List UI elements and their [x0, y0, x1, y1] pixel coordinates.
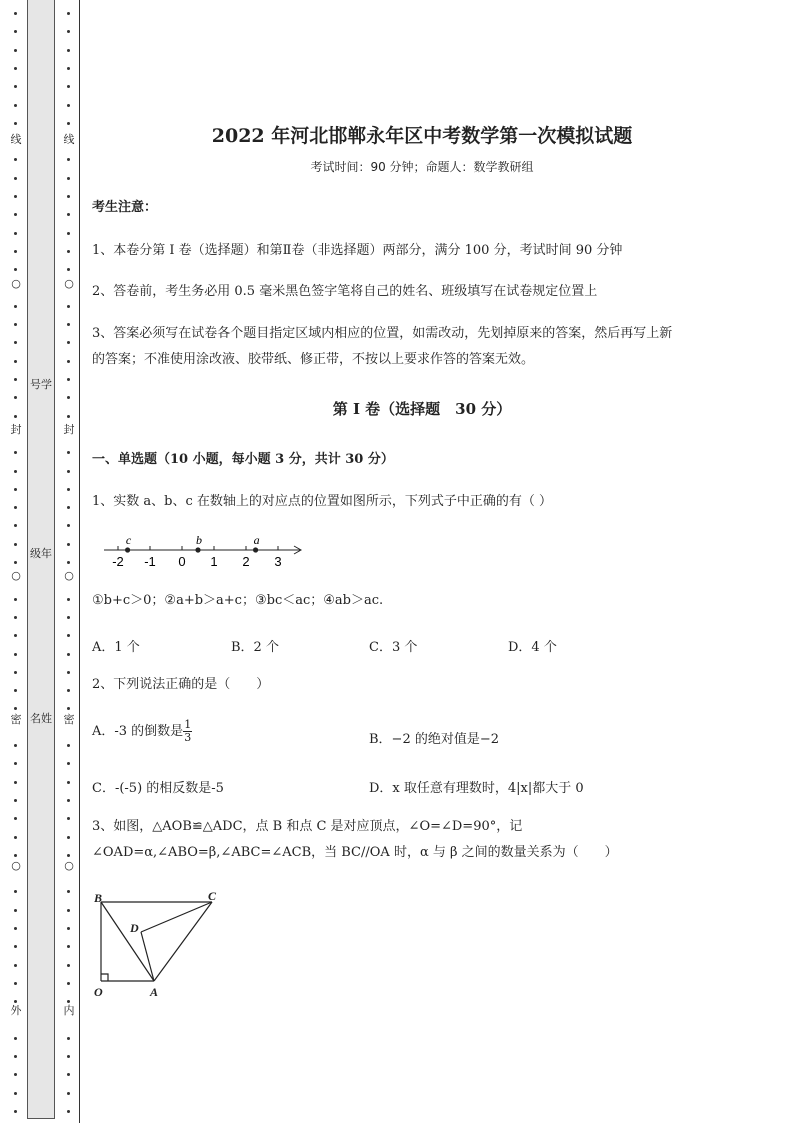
left-binding-mark: ○: [11, 277, 21, 290]
right-dot: [67, 49, 70, 52]
left-dot: [14, 964, 17, 967]
label-D: D: [130, 921, 139, 935]
part-heading: 一、单选题（10 小题，每小题 3 分，共计 30 分）: [92, 452, 394, 467]
left-dot: [14, 982, 17, 985]
left-dot: [14, 158, 17, 161]
number-line-point-label: b: [196, 533, 202, 547]
number-line-point-a: [253, 547, 258, 552]
number-line-tick-label: 3: [274, 554, 282, 569]
q2-option-b[interactable]: B．−2 的绝对值是−2: [369, 732, 500, 747]
right-dot: [67, 451, 70, 454]
left-dot: [14, 744, 17, 747]
right-dot: [67, 616, 70, 619]
notice-item-2: 2、答卷前，考生务必用 0.5 毫米黑色签字笔将自己的姓名、班级填写在试卷规定位置上: [92, 284, 598, 299]
fraction-denominator: 3: [184, 731, 192, 744]
number-line-point-label: c: [125, 533, 132, 547]
segment-DA: [141, 932, 154, 981]
right-dot: [67, 104, 70, 107]
left-dot: [14, 909, 17, 912]
left-dot: [14, 653, 17, 656]
right-dot: [67, 964, 70, 967]
binding-margin: [0, 0, 82, 1123]
right-dot: [67, 524, 70, 527]
question-3-line-2: ∠OAD=α,∠ABO=β,∠ABC=∠ACB，当 BC//OA 时，α 与 β 之间的数量关系为（ ）: [92, 845, 618, 860]
left-dot: [14, 12, 17, 15]
left-dot: [14, 360, 17, 363]
right-dot: [67, 927, 70, 930]
q1-option-d[interactable]: D．4 个: [508, 640, 557, 655]
right-dot: [67, 909, 70, 912]
left-dotted-line: [10, 0, 22, 1123]
number-line-figure: [102, 530, 322, 572]
left-dot: [14, 1073, 17, 1076]
left-dot: [14, 781, 17, 784]
student-info-strip: [27, 0, 55, 1119]
left-binding-mark: ○: [11, 569, 21, 582]
right-dot: [67, 598, 70, 601]
q2-option-c[interactable]: C．-(-5) 的相反数是-5: [92, 781, 224, 796]
left-dot: [14, 598, 17, 601]
right-dot: [67, 836, 70, 839]
right-dot: [67, 341, 70, 344]
number-line-tick-label: -2: [112, 554, 124, 569]
label-C: C: [208, 889, 217, 903]
left-dot: [14, 378, 17, 381]
right-dot: [67, 854, 70, 857]
right-binding-mark: 封: [63, 423, 75, 436]
right-binding-mark: 线: [63, 133, 75, 146]
right-binding-mark: 内: [63, 1004, 75, 1017]
right-dot: [67, 561, 70, 564]
right-binding-mark: ○: [64, 277, 74, 290]
left-dot: [14, 524, 17, 527]
left-dot: [14, 415, 17, 418]
right-dot: [67, 762, 70, 765]
right-dot: [67, 177, 70, 180]
right-dot: [67, 30, 70, 33]
question-1-statements: ①b+c＞0；②a+b＞a+c；③bc＜ac；④ab＞ac.: [92, 593, 384, 608]
exam-info: 考试时间：90 分钟；命题人：数学教研组: [310, 160, 534, 174]
left-binding-mark: 线: [10, 133, 22, 146]
left-dot: [14, 506, 17, 509]
left-dot: [14, 49, 17, 52]
left-dot: [14, 561, 17, 564]
left-dot: [14, 854, 17, 857]
right-dot: [67, 707, 70, 710]
right-dot: [67, 67, 70, 70]
right-dot: [67, 323, 70, 326]
q2-option-a[interactable]: [92, 719, 192, 744]
right-dot: [67, 1110, 70, 1113]
right-dot: [67, 817, 70, 820]
right-dot: [67, 378, 70, 381]
right-dot: [67, 396, 70, 399]
left-dot: [14, 945, 17, 948]
right-dot: [67, 653, 70, 656]
segment-BA: [101, 902, 154, 981]
page-title: 2022 年河北邯郸永年区中考数学第一次模拟试题: [211, 125, 633, 147]
right-dot: [67, 1037, 70, 1040]
right-dot: [67, 213, 70, 216]
q1-option-c[interactable]: C．3 个: [369, 640, 418, 655]
number-line-tick-label: 0: [178, 554, 186, 569]
triangle-figure: [94, 888, 224, 1000]
right-dot: [67, 12, 70, 15]
right-dot: [67, 1073, 70, 1076]
right-dot: [67, 232, 70, 235]
label-O: O: [94, 985, 103, 999]
left-dot: [14, 323, 17, 326]
right-binding-mark: ○: [64, 569, 74, 582]
right-dot: [67, 671, 70, 674]
field-exam-number: 号学: [30, 378, 52, 391]
notice-item-3: 3、答案必须写在试卷各个题目指定区域内相应的位置，如需改动，先划掉原来的答案，然后再写上新: [92, 326, 673, 341]
left-dot: [14, 616, 17, 619]
question-1-stem: 1、实数 a、b、c 在数轴上的对应点的位置如图所示，下列式子中正确的有（ ）: [92, 494, 553, 509]
right-dot: [67, 634, 70, 637]
right-dot: [67, 506, 70, 509]
left-dot: [14, 927, 17, 930]
number-line-tick-label: 1: [210, 554, 218, 569]
right-dot: [67, 470, 70, 473]
left-dot: [14, 890, 17, 893]
left-dot: [14, 341, 17, 344]
fraction-numerator: 1: [184, 718, 192, 731]
left-dot: [14, 213, 17, 216]
right-binding-mark: 密: [63, 713, 75, 726]
right-dot: [67, 250, 70, 253]
q2-option-a-text: A．-3 的倒数是: [92, 724, 184, 739]
notice-item-1: 1、本卷分第 I 卷（选择题）和第Ⅱ卷（非选择题）两部分，满分 100 分，考试时间 90 分钟: [92, 243, 623, 258]
right-dot: [67, 543, 70, 546]
left-dot: [14, 104, 17, 107]
left-dot: [14, 671, 17, 674]
left-dot: [14, 1055, 17, 1058]
right-dot: [67, 890, 70, 893]
number-line-tick-label: -1: [144, 554, 156, 569]
right-dot: [67, 744, 70, 747]
right-dot: [67, 1000, 70, 1003]
right-dot: [67, 1055, 70, 1058]
left-dot: [14, 305, 17, 308]
left-dot: [14, 634, 17, 637]
section-title: 第 I 卷（选择题 30 分）: [332, 400, 512, 418]
left-dot: [14, 67, 17, 70]
left-dot: [14, 817, 17, 820]
left-binding-mark: 密: [10, 713, 22, 726]
right-dot: [67, 689, 70, 692]
label-B: B: [94, 891, 103, 905]
right-binding-mark: ○: [64, 859, 74, 872]
right-dot: [67, 360, 70, 363]
q2-option-d[interactable]: D．x 取任意有理数时，4|x|都大于 0: [369, 781, 584, 796]
right-dot: [67, 85, 70, 88]
q1-option-a[interactable]: A．1 个: [92, 640, 140, 655]
left-dot: [14, 762, 17, 765]
left-dot: [14, 836, 17, 839]
right-dot: [67, 122, 70, 125]
right-dot: [67, 799, 70, 802]
q1-option-b[interactable]: B．2 个: [231, 640, 279, 655]
left-dot: [14, 396, 17, 399]
left-dot: [14, 470, 17, 473]
right-dot: [67, 415, 70, 418]
left-dot: [14, 707, 17, 710]
label-A: A: [150, 985, 159, 999]
number-line-tick-label: 2: [242, 554, 250, 569]
left-dot: [14, 488, 17, 491]
field-class: 级年: [30, 547, 52, 560]
right-dot: [67, 945, 70, 948]
left-dot: [14, 543, 17, 546]
left-binding-mark: 封: [10, 423, 22, 436]
left-dot: [14, 799, 17, 802]
left-dot: [14, 30, 17, 33]
right-angle-mark: [101, 974, 108, 981]
left-dot: [14, 177, 17, 180]
left-binding-mark: 外: [10, 1004, 22, 1017]
number-line-point-c: [125, 547, 130, 552]
right-dot: [67, 158, 70, 161]
right-dot: [67, 781, 70, 784]
question-3-line-1: 3、如图，△AOB≌△ADC，点 B 和点 C 是对应顶点，∠O=∠D=90°，记: [92, 819, 523, 834]
left-dot: [14, 268, 17, 271]
right-dot: [67, 982, 70, 985]
left-dot: [14, 122, 17, 125]
left-binding-mark: ○: [11, 859, 21, 872]
left-dot: [14, 1037, 17, 1040]
notice-item-3-cont: 的答案；不准使用涂改液、胶带纸、修正带，不按以上要求作答的答案无效。: [92, 352, 535, 367]
number-line-point-label: a: [253, 533, 260, 547]
left-dot: [14, 250, 17, 253]
right-dot: [67, 195, 70, 198]
left-dot: [14, 1110, 17, 1113]
left-dot: [14, 85, 17, 88]
left-dot: [14, 451, 17, 454]
notice-heading: 考生注意：: [92, 200, 158, 215]
margin-rule: [79, 0, 80, 1123]
number-line-point-b: [195, 547, 200, 552]
left-dot: [14, 1000, 17, 1003]
right-dot: [67, 305, 70, 308]
left-dot: [14, 689, 17, 692]
right-dotted-line: [63, 0, 75, 1123]
left-dot: [14, 232, 17, 235]
right-dot: [67, 268, 70, 271]
right-dot: [67, 1092, 70, 1095]
left-dot: [14, 195, 17, 198]
question-2-stem: 2、下列说法正确的是（ ）: [92, 677, 270, 692]
right-dot: [67, 488, 70, 491]
fraction-one-third: [183, 719, 192, 744]
left-dot: [14, 1092, 17, 1095]
field-name: 名姓: [30, 712, 52, 725]
